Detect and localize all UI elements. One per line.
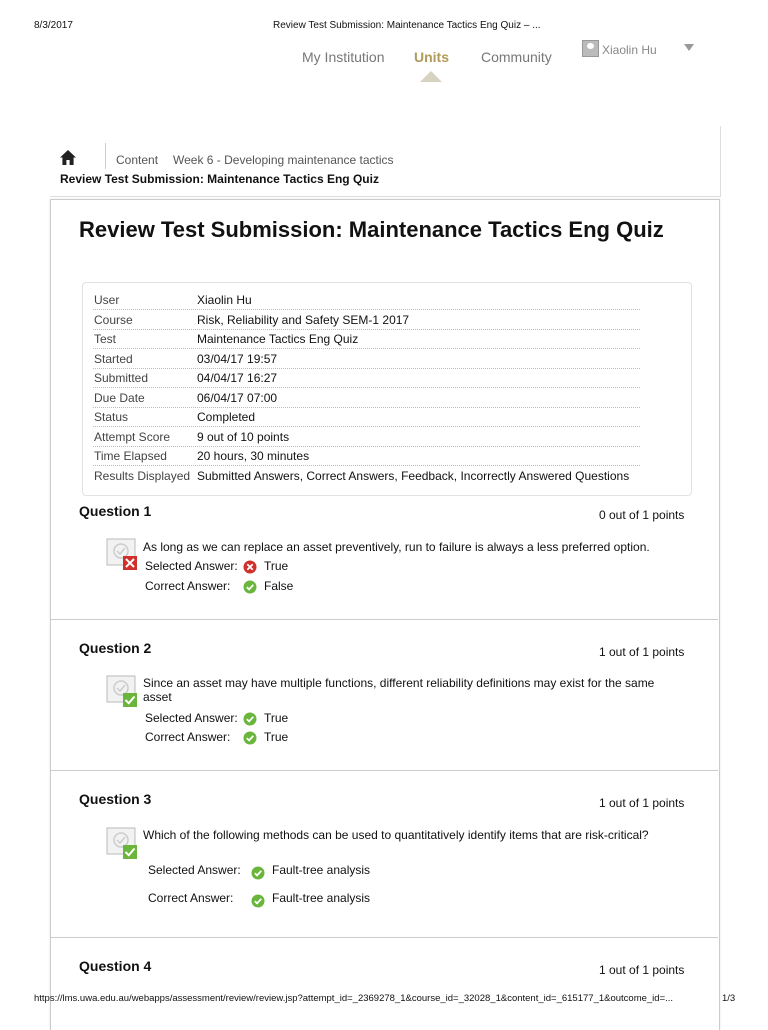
incorrect-icon xyxy=(243,560,257,574)
correct-answer-label: Correct Answer: xyxy=(148,891,234,905)
selected-answer-value: Fault-tree analysis xyxy=(272,863,371,877)
summary-label: Test xyxy=(94,332,117,346)
summary-label: User xyxy=(94,293,120,307)
question-points: 0 out of 1 points xyxy=(599,508,685,522)
print-page-number: 1/3 xyxy=(722,993,736,1004)
breadcrumb-divider xyxy=(105,143,106,169)
summary-value: Xiaolin Hu xyxy=(197,293,252,307)
question-title: Question 1 xyxy=(79,503,152,519)
correct-icon xyxy=(243,712,257,726)
summary-label: Status xyxy=(94,410,129,424)
summary-row xyxy=(93,466,640,485)
summary-row xyxy=(93,349,640,369)
correct-icon xyxy=(251,866,265,880)
summary-label: Attempt Score xyxy=(94,429,171,444)
chevron-down-icon[interactable] xyxy=(684,44,694,51)
question-points: 1 out of 1 points xyxy=(599,645,685,659)
divider xyxy=(50,619,718,620)
question-points: 1 out of 1 points xyxy=(599,963,685,977)
page-title: Review Test Submission: Maintenance Tactics Eng Quiz xyxy=(79,217,664,242)
summary-label: Submitted xyxy=(94,371,149,385)
print-title: Review Test Submission: Maintenance Tactics Eng Quiz – ... xyxy=(273,20,541,31)
breadcrumb-current: Review Test Submission: Maintenance Tactics Eng Quiz xyxy=(60,172,379,186)
correct-icon xyxy=(251,894,265,908)
divider xyxy=(50,937,718,938)
avatar[interactable] xyxy=(582,40,599,57)
user-menu-name[interactable]: Xiaolin Hu xyxy=(602,43,657,57)
correct-icon xyxy=(243,731,257,745)
print-footer-url: https://lms.uwa.edu.au/webapps/assessment/review/review.jsp?attempt_id=_2369278_1&course_id=_32028_1&content_id=_615177_1&outcome_id=... xyxy=(34,993,674,1004)
nav-units[interactable]: Units xyxy=(414,49,449,65)
summary-label: Started xyxy=(94,351,133,366)
nav-community[interactable]: Community xyxy=(481,49,552,65)
correct-icon xyxy=(243,580,257,594)
summary-value: 04/04/17 16:27 xyxy=(197,371,278,385)
correct-answer-value: True xyxy=(264,730,289,744)
summary-row xyxy=(93,310,640,330)
summary-row xyxy=(93,329,640,349)
correct-answer-value: False xyxy=(264,579,294,593)
summary-value: Submitted Answers, Correct Answers, Feedback, Incorrectly Answered Questions xyxy=(197,468,630,483)
question-title: Question 2 xyxy=(79,640,152,656)
summary-value: 06/04/17 07:00 xyxy=(197,390,278,405)
summary-value: Risk, Reliability and Safety SEM-1 2017 xyxy=(197,312,410,327)
breadcrumb-item-week[interactable]: Week 6 - Developing maintenance tactics xyxy=(173,153,394,167)
question-title: Question 3 xyxy=(79,791,152,807)
nav-active-indicator xyxy=(420,71,442,82)
selected-answer-label: Selected Answer: xyxy=(148,863,241,877)
question-text: As long as we can replace an asset preventively, run to failure is always a less preferred option. xyxy=(143,540,650,554)
selected-answer-value: True xyxy=(264,711,289,725)
submission-summary xyxy=(82,282,692,496)
summary-row xyxy=(93,290,640,310)
incorrect-question-icon xyxy=(106,538,138,570)
summary-label: Course xyxy=(94,312,133,327)
summary-label: Time Elapsed xyxy=(94,449,167,463)
summary-value: 20 hours, 30 minutes xyxy=(197,449,310,463)
selected-answer-value: True xyxy=(264,559,289,573)
question-title: Question 4 xyxy=(79,958,152,974)
summary-row xyxy=(93,446,640,466)
summary-label: Due Date xyxy=(94,390,145,405)
correct-question-icon xyxy=(106,675,138,707)
summary-row xyxy=(93,368,640,388)
question-points: 1 out of 1 points xyxy=(599,796,685,810)
nav-my-institution[interactable]: My Institution xyxy=(302,49,385,65)
correct-question-icon xyxy=(106,827,138,859)
summary-row xyxy=(93,407,640,427)
divider xyxy=(50,770,718,771)
print-date: 8/3/2017 xyxy=(34,20,73,31)
breadcrumb-item-content[interactable]: Content xyxy=(116,153,159,167)
question-text: Since an asset may have multiple functions, different reliability definitions may exist for the same xyxy=(143,676,655,690)
summary-value: 9 out of 10 points xyxy=(197,429,290,444)
summary-label: Results Displayed xyxy=(94,468,191,483)
summary-row xyxy=(93,427,640,447)
selected-answer-label: Selected Answer: xyxy=(145,711,238,725)
home-icon[interactable] xyxy=(59,149,77,167)
selected-answer-label: Selected Answer: xyxy=(145,559,238,573)
correct-answer-value: Fault-tree analysis xyxy=(272,891,371,905)
summary-value: 03/04/17 19:57 xyxy=(197,351,278,366)
correct-answer-label: Correct Answer: xyxy=(145,579,231,593)
correct-answer-label: Correct Answer: xyxy=(145,730,231,744)
question-text: Which of the following methods can be used to quantitatively identify items that are risk-critical? xyxy=(143,828,649,842)
summary-value: Maintenance Tactics Eng Quiz xyxy=(197,332,359,346)
summary-row xyxy=(93,388,640,408)
summary-value: Completed xyxy=(197,410,256,424)
question-text: asset xyxy=(143,690,172,704)
